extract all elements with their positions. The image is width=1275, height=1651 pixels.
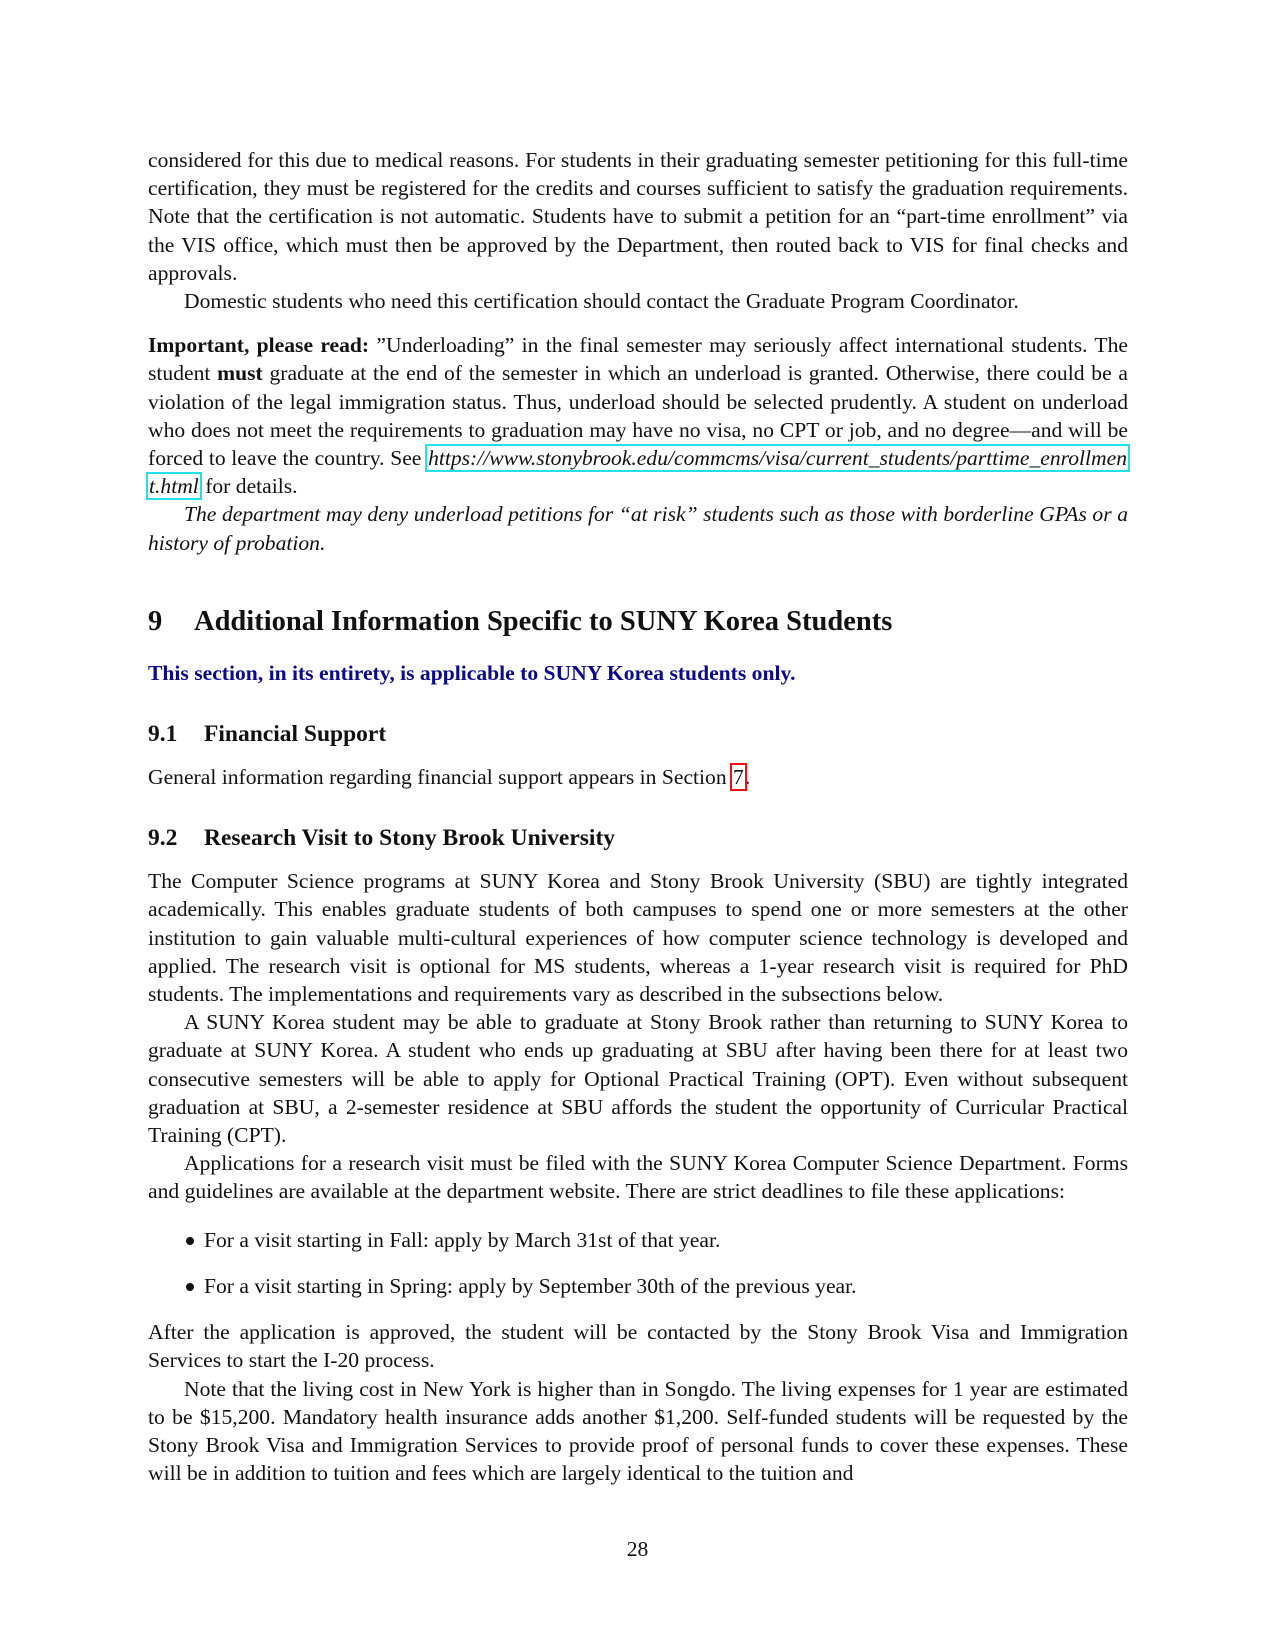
domestic-paragraph: Domestic students who need this certification should contact the Graduate Program Coordinator. <box>184 289 1019 314</box>
bullet-icon <box>186 1283 194 1291</box>
subsection-number: 9.1 <box>148 721 178 748</box>
section-7-reference-link[interactable]: 7 <box>733 765 744 790</box>
visa-parttime-enrollment-link[interactable]: https://www.stonybrook.edu/commcms/visa/current_students/parttime_enrollment.html <box>149 446 1127 499</box>
after-bullets-paragraph: After the application is approved, the student will be contacted by the Stony Brook Visa and Immigration Services to start the I-20 process. <box>148 1320 1128 1373</box>
section-9-heading <box>148 605 1128 639</box>
suny-korea-notice: This section, in its entirety, is applicable to SUNY Korea students only. <box>148 660 796 685</box>
research-visit-paragraph-3: Applications for a research visit must be filed with the SUNY Korea Computer Science Department. Forms and guidelines are available at the department website. There are strict deadlines to file these applications: <box>148 1151 1128 1204</box>
financial-text-end: . <box>744 765 751 790</box>
document-page <box>148 146 1128 1487</box>
list-item-text: For a visit starting in Fall: apply by March 31st of that year. <box>204 1227 721 1252</box>
subsection-number: 9.2 <box>148 825 178 852</box>
bullet-icon <box>186 1237 194 1245</box>
subsection-title: Research Visit to Stony Brook University <box>204 825 616 852</box>
page-number: 28 <box>626 1537 649 1561</box>
research-visit-paragraph-2: A SUNY Korea student may be able to graduate at Stony Brook rather than returning to SUNY Korea to graduate at SUNY Korea. A student who ends up graduating at SBU after having been there for at least two consecutive semesters will be able to apply for Optional Practical Training (OPT). Even without subsequent graduation at SBU, a 2-semester residence at SBU affords the student the opportunity of Curricular Practical Training (CPT). <box>148 1010 1128 1148</box>
section-9-1-heading <box>148 719 1128 749</box>
list-item-text: For a visit starting in Spring: apply by September 30th of the previous year. <box>204 1273 857 1298</box>
section-title: Additional Information Specific to SUNY Korea Students <box>194 605 893 637</box>
important-text-3: for details. <box>199 474 298 499</box>
important-label: Important, please read: <box>148 333 370 358</box>
list-item <box>148 1226 1128 1254</box>
living-cost-paragraph: Note that the living cost in New York is higher than in Songdo. The living expenses for 1 year are estimated to be $15,200. Mandatory health insurance adds another $1,200. Self-funded students will be requested by the Stony Brook Visa and Immigration Services to provide proof of personal funds to cover these expenses. These will be in addition to tuition and fees which are largely identical to the tuition and <box>148 1376 1128 1486</box>
financial-support-paragraph <box>148 763 1128 791</box>
list-item <box>148 1272 1128 1300</box>
section-number: 9 <box>148 605 163 637</box>
must-emphasis: must <box>217 361 263 386</box>
deadline-list <box>148 1226 1128 1300</box>
research-visit-paragraph-1: The Computer Science programs at SUNY Korea and Stony Brook University (SBU) are tightly integrated academically. This enables graduate students of both campuses to spend one or more semesters at the other institution to gain valuable multi-cultural experiences of how computer science technology is developed and applied. The research visit is optional for MS students, whereas a 1-year research visit is required for PhD students. The implementations and requirements vary as described in the subsections below. <box>148 869 1128 1007</box>
important-text-1: ”Underloading” in the final semester may seriously affect international students. The student <box>148 333 1128 386</box>
important-text-2: graduate at the end of the semester in which an underload is granted. Otherwise, there could be a violation of the legal immigration status. Thus, underload should be selected prudently. A student on underload who does not meet the requirements to graduation may have no visa, no CPT or job, and no degree—and will be forced to leave the country. See <box>148 361 1129 471</box>
underload-italic-note: The department may deny underload petitions for “at risk” students such as those with borderline GPAs or a history of probation. <box>148 502 1128 555</box>
intro-paragraph: considered for this due to medical reasons. For students in their graduating semester petitioning for this full-time certification, they must be registered for the credits and courses sufficient to satisfy the graduation requirements. Note that the certification is not automatic. Students have to submit a petition for an “part-time enrollment” via the VIS office, which must then be approved by the Department, then routed back to VIS for final checks and approvals. <box>148 148 1128 285</box>
important-paragraph <box>148 331 1128 500</box>
financial-text: General information regarding financial support appears in Section <box>148 765 733 790</box>
subsection-title: Financial Support <box>204 721 387 748</box>
section-9-2-heading <box>148 823 1128 853</box>
